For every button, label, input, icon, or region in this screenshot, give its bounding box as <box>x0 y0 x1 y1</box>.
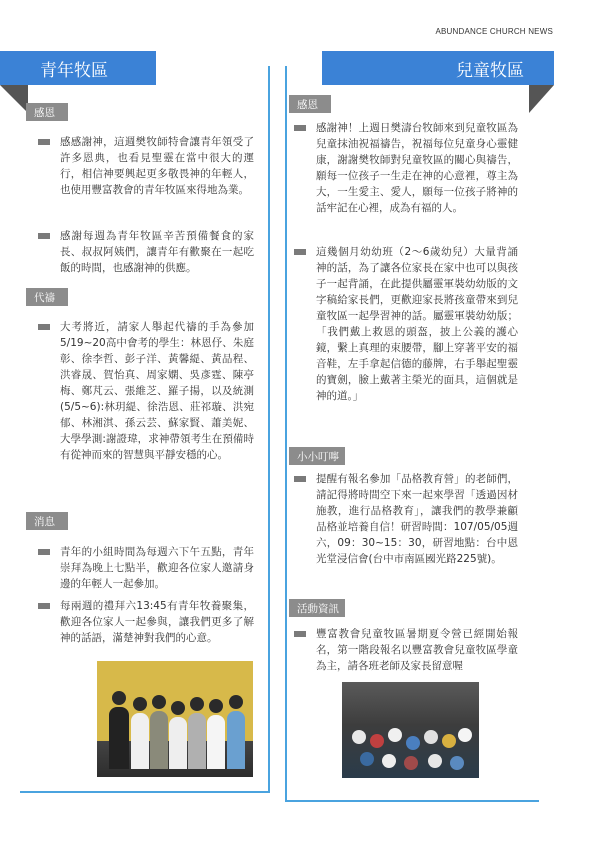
bullet-icon <box>38 549 50 555</box>
left-thanks-tag: 感恩 <box>26 103 68 121</box>
right-thanks-item-2: 這幾個月幼幼班（2～6歲幼兒）大量背誦神的話，為了讓各位家長在家中也可以與孩子一起背誦，在此提供屬靈軍裝幼幼版的文字稿給家長們，更歡迎家長將孩童帶來到兒童牧區一起學習神的話。屬靈軍裝幼幼版；「我們戴上救恩的頭盔，披上公義的護心鏡，繫上真理的束腰帶，腳上穿著平安的福音鞋，左手拿起信德的藤牌，右手舉起聖靈的寶劍，臉上戴著主榮光的面具，這個就是神的道。」 <box>316 244 518 404</box>
bullet-icon <box>38 233 50 239</box>
photo-person <box>131 713 149 769</box>
photo-person <box>109 707 129 769</box>
youth-ministry-banner <box>0 51 156 85</box>
photo-child <box>450 756 464 770</box>
bullet-icon <box>294 631 306 637</box>
left-thanks-item-1: 感感謝神，這週樊牧師特會讓青年領受了許多恩典，也看見聖靈在當中很大的運行，相信神要興起更多敬畏神的年輕人，也使用豐富教會的青年牧區來得地為業。 <box>60 134 254 198</box>
bullet-icon <box>38 603 50 609</box>
photo-head <box>171 701 185 715</box>
photo-child <box>360 752 374 766</box>
photo-child <box>442 734 456 748</box>
photo-head <box>190 697 204 711</box>
photo-person <box>227 711 245 769</box>
photo-child <box>424 730 438 744</box>
youth-ministry-title: 青年牧區 <box>40 60 108 81</box>
photo-person <box>150 711 168 769</box>
photo-head <box>112 691 126 705</box>
bullet-icon <box>38 139 50 145</box>
right-reminder-tag: 小小叮嚀 <box>289 447 345 465</box>
photo-child <box>404 756 418 770</box>
left-banner-fold <box>0 85 28 113</box>
bullet-icon <box>294 476 306 482</box>
children-ministry-title: 兒童牧區 <box>456 60 524 81</box>
photo-person <box>207 715 225 769</box>
left-news-tag: 消息 <box>26 512 68 530</box>
left-news-item-2: 每兩週的禮拜六13:45有青年牧養聚集，歡迎各位家人一起參與，讓我們更多了解神的話語，滿楚神對我們的心意。 <box>60 598 254 646</box>
photo-head <box>209 699 223 713</box>
photo-child <box>382 754 396 768</box>
left-prayer-item-1: 大考將近，請家人舉起代禱的手為參加5/19~20高中會考的學生：林恩伃、朱庭彰、徐李哲、彭子洋、黃馨緹、黃品程、洪睿晟、賀怡真、周家嫻、吳彥霆、陳亭梅、鄭芃云、張維芝、羅子揚，以及統測(5/5~6):林玥緹、徐浩恩、莊祁璇、洪宛郁、林湘淇、孫云芸、蘇家賢、蕭美妮、大學學測:謝證瑋，求神帶領考生在預備時有從神而來的智慧與平靜安穩的心。 <box>60 319 254 463</box>
left-prayer-tag: 代禱 <box>26 288 68 306</box>
bullet-icon <box>294 249 306 255</box>
right-thanks-tag: 感恩 <box>289 95 331 113</box>
right-reminder-item-1: 提醒有報名參加「品格教育營」的老師們，請記得將時間空下來一起來學習「透過因材施教，進行品格教育」，讓我們的教學兼顧品格並培養自信！研習時間：107/05/05週六，09：30~15：30，研習地點：台中恩光堂浸信會(台中市南區國光路225號)。 <box>316 471 518 567</box>
right-thanks-item-1: 感謝神！上週日樊濤台牧師來到兒童牧區為兒童抹油祝福禱告，祝福每位兒童身心靈健康，謝謝樊牧師對兒童牧區的關心與禱告，願每一位孩子一生走在神的心意裡，尊主為大，一生愛主、愛人，願每一位孩子將神的話牢記在心裡，成為有福的人。 <box>316 120 518 216</box>
masthead: ABUNDANCE CHURCH NEWS <box>435 27 553 36</box>
photo-child <box>370 734 384 748</box>
photo-child <box>428 754 442 768</box>
photo-child <box>388 728 402 742</box>
children-camp-photo <box>342 682 479 778</box>
photo-head <box>229 695 243 709</box>
bullet-icon <box>294 125 306 131</box>
photo-person <box>188 713 206 769</box>
bullet-icon <box>38 324 50 330</box>
photo-head <box>133 697 147 711</box>
photo-child <box>406 736 420 750</box>
photo-child <box>352 730 366 744</box>
photo-person <box>169 717 187 769</box>
right-banner-fold <box>529 85 554 113</box>
right-activity-tag: 活動資訊 <box>289 599 345 617</box>
youth-group-photo <box>97 661 253 777</box>
photo-head <box>152 695 166 709</box>
children-ministry-banner <box>322 51 554 85</box>
left-thanks-item-2: 感謝每週為青年牧區辛苦預備餐食的家長、叔叔阿姨們，讓青年有歡聚在一起吃飯的時間，也感謝神的供應。 <box>60 228 254 276</box>
right-activity-item-1: 豐富教會兒童牧區暑期夏令營已經開始報名，第一階段報名以豐富教會兒童牧區學童為主，請各班老師及家長留意喔 <box>316 626 518 674</box>
left-news-item-1: 青年的小組時間為每週六下午五點，青年崇拜為晚上七點半，歡迎各位家人邀請身邊的年輕人一起參加。 <box>60 544 254 592</box>
photo-child <box>458 728 472 742</box>
